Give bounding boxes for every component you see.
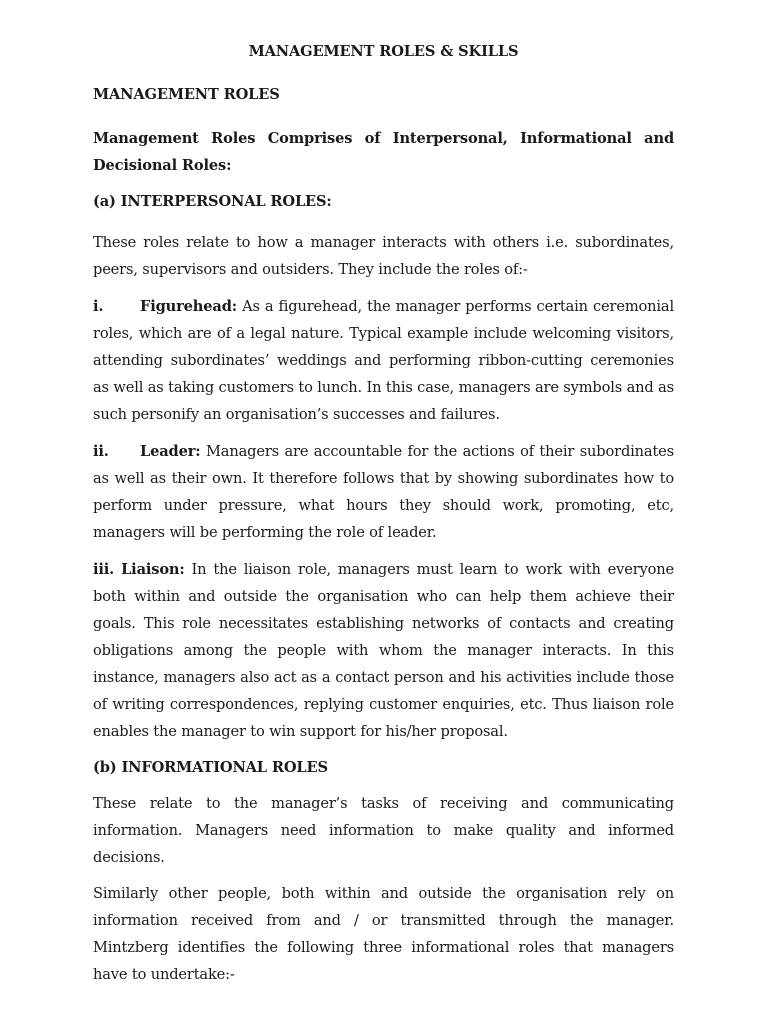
list-item-figurehead: [93, 293, 674, 428]
list-item-liaison: [93, 556, 674, 745]
list-term: Leader:: [140, 443, 201, 460]
list-term: Liaison:: [121, 561, 185, 578]
list-marker: ii.: [93, 443, 109, 460]
informational-paragraph-2: Similarly other people, both within and outside the organisation rely on information received from and / or transmitted through the manager. Mintzberg identifies the following three informational roles that managers have to undertake:-: [93, 885, 674, 983]
list-text: In the liaison role, managers must learn to work with everyone both within and outside the organisation who can help them achieve their goals. This role necessitates establishing networks of contacts and creating obligations among the people with whom the manager interacts. In this instance, managers also act as a contact person and his activities include those of writing correspondences, replying customer enquiries, etc. Thus liaison role enables the manager to win support for his/her proposal.: [93, 561, 674, 740]
list-text: Managers are accountable for the actions of their subordinates as well as their own. It therefore follows that by showing subordinates how to perform under pressure, what hours they should work, promoting, etc, managers will be performing the role of leader.: [93, 443, 674, 541]
list-term: Figurehead:: [140, 298, 237, 315]
list-marker: iii.: [93, 561, 115, 578]
informational-heading: (b) INFORMATIONAL ROLES: [93, 759, 328, 776]
interpersonal-intro: These roles relate to how a manager interacts with others i.e. subordinates, peers, supervisors and outsiders. They include the roles of:-: [93, 234, 674, 278]
section-heading: MANAGEMENT ROLES: [93, 86, 280, 103]
list-marker: i.: [93, 298, 104, 315]
intro-heading: Management Roles Comprises of Interpersonal, Informational and Decisional Roles:: [93, 130, 674, 174]
interpersonal-heading: (a) INTERPERSONAL ROLES:: [93, 193, 332, 210]
informational-paragraph-1: These relate to the manager’s tasks of receiving and communicating information. Managers need information to make quality and informed decisions.: [93, 795, 674, 866]
document-title: MANAGEMENT ROLES & SKILLS: [248, 43, 519, 60]
list-item-leader: [93, 438, 674, 546]
list-text: As a figurehead, the manager performs certain ceremonial roles, which are of a legal nature. Typical example include welcoming visitors, attending subordinates’ weddings and performing ribbon-cutting ceremonies as well as taking customers to lunch. In this case, managers are symbols and as such personify an organisation’s successes and failures.: [93, 298, 674, 423]
